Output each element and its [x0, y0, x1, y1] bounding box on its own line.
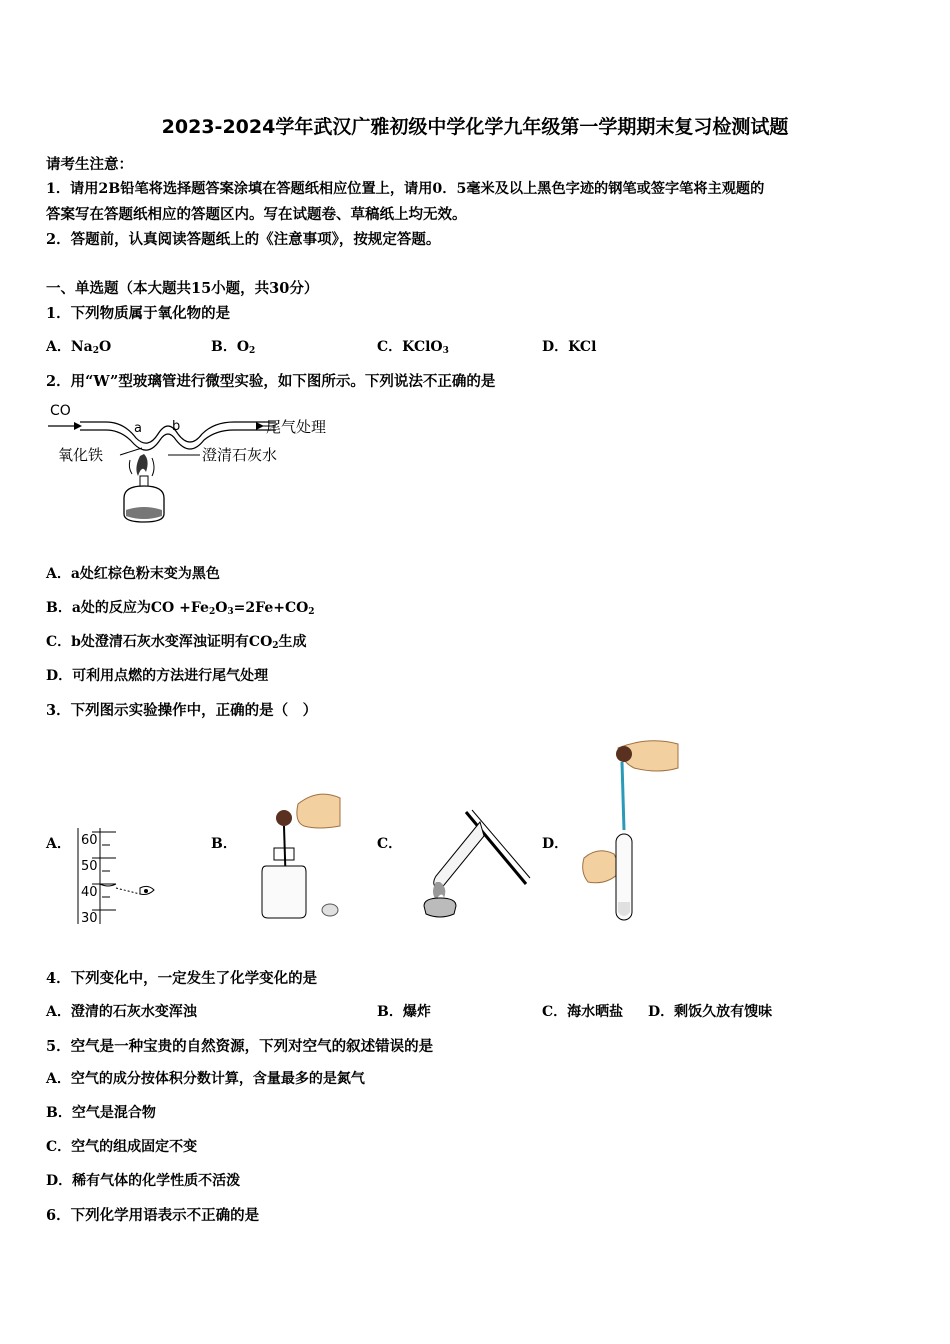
w-tube-apparatus-figure	[44, 398, 344, 530]
tick-40: 40	[81, 885, 98, 900]
q1-option-a[interactable]: A．$Na_2O$	[46, 339, 112, 356]
notice-item-1-line-2: 答案写在答题纸相应的答题区内。写在试题卷、草稿纸上均无效。	[46, 206, 467, 223]
q4-option-c[interactable]: C．海水晒盐	[542, 1004, 624, 1020]
notice-item-1-line-1: 1．请用2B铅笔将选择题答案涂填在答题纸相应位置上，请用0．5毫米及以上黑色字迹的钢笔或签字笔将主观题的	[46, 181, 765, 197]
question-3-stem: 3．下列图示实验操作中，正确的是（ ）	[46, 702, 318, 719]
question-1-stem: 1．下列物质属于氧化物的是	[46, 305, 231, 322]
notice-heading: 请考生注意：	[46, 156, 133, 173]
q2-option-c[interactable]: C．b处澄清石灰水变浑浊证明有$CO_2$生成	[46, 634, 307, 651]
dropper-bottle-figure	[258, 786, 348, 926]
tick-60: 60	[81, 833, 98, 848]
q3-option-b-label[interactable]: B．	[211, 836, 237, 852]
question-5-stem: 5．空气是一种宝贵的自然资源，下列对空气的叙述错误的是	[46, 1038, 434, 1055]
q5-option-d[interactable]: D．稀有气体的化学性质不活泼	[46, 1173, 241, 1189]
tail-gas-label: 尾气处理	[266, 418, 327, 436]
q2-option-a[interactable]: A．a处红棕色粉末变为黑色	[46, 566, 220, 582]
tick-50: 50	[81, 859, 98, 874]
graduated-cylinder-figure	[72, 826, 162, 926]
tick-30: 30	[81, 911, 98, 926]
q3-option-a-label[interactable]: A．	[46, 836, 71, 852]
q2-option-b[interactable]: B．a处的反应为CO $+Fe_2O_3=2Fe+CO_2$	[46, 600, 315, 617]
q1-option-c[interactable]: C．KClO$_3$	[377, 339, 449, 356]
q4-option-d[interactable]: D．剩饭久放有馊味	[648, 1004, 773, 1020]
q2-option-d[interactable]: D．可利用点燃的方法进行尾气处理	[46, 668, 269, 684]
notice-item-2: 2．答题前，认真阅读答题纸上的《注意事项》，按规定答题。	[46, 231, 441, 248]
co-label: CO	[50, 403, 71, 419]
heating-test-tube-figure	[410, 806, 535, 926]
q4-option-b[interactable]: B．爆炸	[377, 1004, 431, 1020]
question-2-stem: 2．用“W”型玻璃管进行微型实验，如下图所示。下列说法不正确的是	[46, 373, 496, 390]
q1-option-d[interactable]: D．KCl	[542, 339, 597, 355]
b-label: b	[172, 419, 181, 434]
iron-oxide-label: 氧化铁	[58, 446, 104, 464]
question-4-stem: 4．下列变化中，一定发生了化学变化的是	[46, 970, 318, 987]
q1-option-b[interactable]: B．$O_2$	[211, 339, 256, 356]
q5-option-c[interactable]: C．空气的组成固定不变	[46, 1139, 198, 1155]
q4-option-a[interactable]: A．澄清的石灰水变浑浊	[46, 1004, 197, 1020]
dropper-into-test-tube-figure	[578, 738, 683, 924]
section-heading: 一、单选题（本大题共15小题，共30分）	[46, 280, 319, 297]
q5-option-b[interactable]: B．空气是混合物	[46, 1105, 156, 1121]
limewater-label: 澄清石灰水	[202, 446, 278, 464]
question-6-stem: 6．下列化学用语表示不正确的是	[46, 1207, 260, 1224]
a-label: a	[134, 421, 142, 436]
q3-option-d-label[interactable]: D．	[542, 836, 569, 852]
page-title: 2023-2024学年武汉广雅初级中学化学九年级第一学期期末复习检测试题	[161, 116, 789, 138]
q3-option-c-label[interactable]: C．	[377, 836, 403, 852]
q5-option-a[interactable]: A．空气的成分按体积分数计算，含量最多的是氮气	[46, 1071, 365, 1087]
